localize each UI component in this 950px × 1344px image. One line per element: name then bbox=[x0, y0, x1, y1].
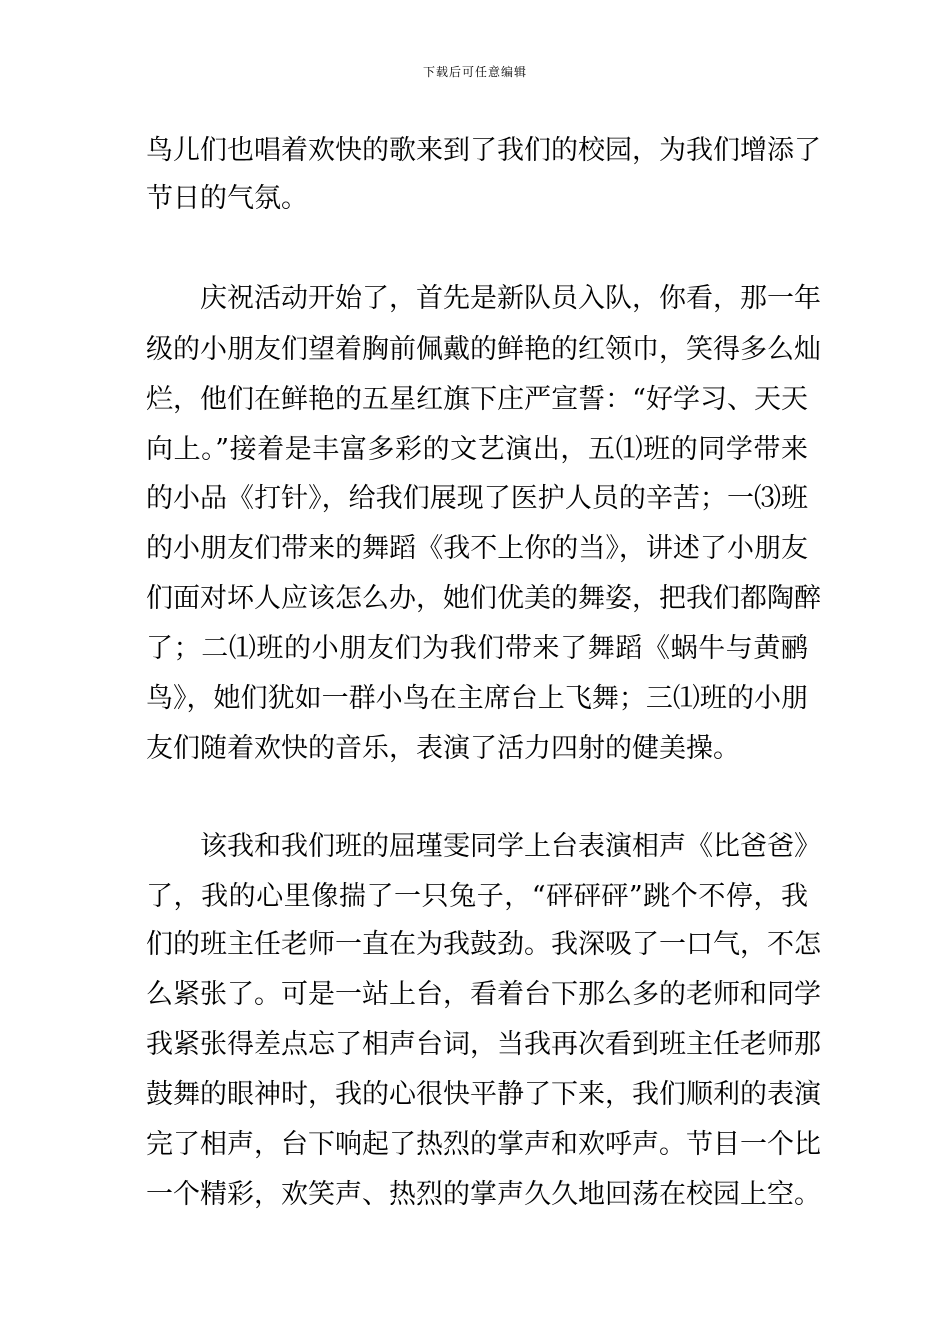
paragraph-2-line-6: 的小朋友们带来的舞蹈《我不上你的当》，讲述了小朋友 bbox=[146, 533, 808, 564]
paragraph-1-line-2: 节日的气氛。 bbox=[146, 183, 308, 214]
paragraph-2-line-3: 烂，他们在鲜艳的五星红旗下庄严宣誓：“好学习、天天 bbox=[146, 384, 808, 415]
paragraph-3-line-3: 们的班主任老师一直在为我鼓劲。我深吸了一口气，不怎 bbox=[146, 929, 821, 960]
paragraph-3-line-8: 一个精彩，欢笑声、热烈的掌声久久地回荡在校园上空。 bbox=[146, 1179, 821, 1210]
paragraph-3-line-5: 我紧张得差点忘了相声台词，当我再次看到班主任老师那 bbox=[146, 1029, 821, 1060]
paragraph-2-line-5: 的小品《打针》，给我们展现了医护人员的辛苦；一⑶班 bbox=[146, 483, 808, 514]
paragraph-3-line-7: 完了相声，台下响起了热烈的掌声和欢呼声。节目一个比 bbox=[146, 1129, 821, 1160]
paragraph-2-line-4: 向上。”接着是丰富多彩的文艺演出，五⑴班的同学带来 bbox=[146, 434, 808, 465]
paragraph-2-line-8: 了；二⑴班的小朋友们为我们带来了舞蹈《蜗牛与黄鹂 bbox=[146, 633, 808, 664]
paragraph-3-line-1: 该我和我们班的屈瑾雯同学上台表演相声《比爸爸》 bbox=[200, 831, 821, 862]
paragraph-2-line-1: 庆祝活动开始了，首先是新队员入队，你看，那一年 bbox=[200, 283, 821, 314]
paragraph-2-line-9: 鸟》，她们犹如一群小鸟在主席台上飞舞；三⑴班的小朋 bbox=[146, 683, 808, 714]
paragraph-3-line-2: 了，我的心里像揣了一只兔子，“砰砰砰”跳个不停，我 bbox=[146, 881, 808, 912]
paragraph-2-line-10: 友们随着欢快的音乐，表演了活力四射的健美操。 bbox=[146, 733, 740, 764]
page-header: 下载后可任意编辑 bbox=[422, 65, 527, 79]
paragraph-1-line-1: 鸟儿们也唱着欢快的歌来到了我们的校园，为我们增添了 bbox=[146, 135, 821, 166]
paragraph-3-line-4: 么紧张了。可是一站上台，看着台下那么多的老师和同学 bbox=[146, 979, 821, 1010]
paragraph-2-line-2: 级的小朋友们望着胸前佩戴的鲜艳的红领巾，笑得多么灿 bbox=[146, 334, 821, 365]
paragraph-3-line-6: 鼓舞的眼神时，我的心很快平静了下来，我们顺利的表演 bbox=[146, 1079, 821, 1110]
paragraph-2-line-7: 们面对坏人应该怎么办，她们优美的舞姿，把我们都陶醉 bbox=[146, 583, 821, 614]
